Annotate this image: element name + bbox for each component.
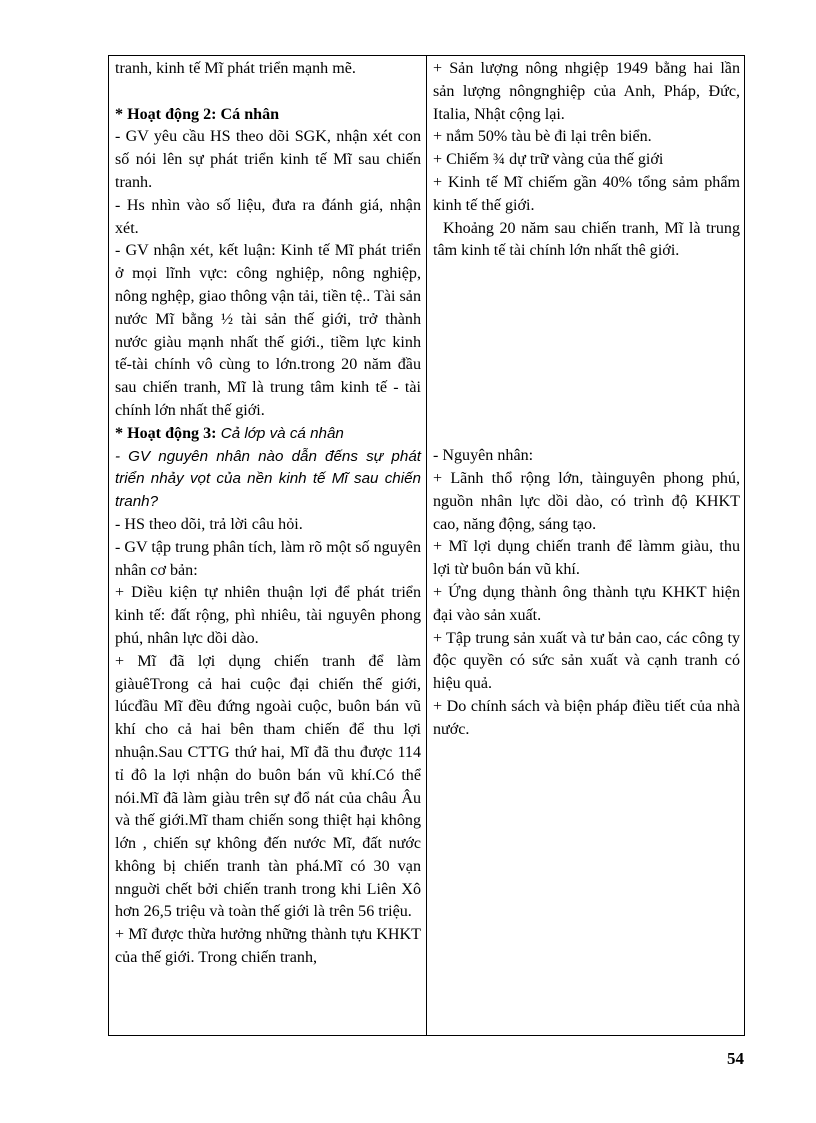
activity-3-label: * Hoạt động 3: <box>115 424 217 442</box>
spacer <box>433 263 740 445</box>
activity-2-heading: * Hoạt động 2: Cá nhân <box>115 105 280 123</box>
paragraph: + Lãnh thổ rộng lớn, tàinguyên phong phú, nguồn nhân lực dồi dào, có trình độ KHKT cao, năng động, sáng tạo. <box>433 469 740 533</box>
teacher-student-activities-column <box>115 58 421 970</box>
paragraph: + Mĩ được thừa hưởng những thành tựu KHKT của thế giới. Trong chiến tranh, <box>115 926 421 967</box>
paragraph: Khoảng 20 năm sau chiến tranh, Mĩ là trung tâm kinh tế tài chính lớn nhất thê giới. <box>433 219 740 260</box>
column-divider <box>426 56 427 1035</box>
paragraph: + Kinh tế Mĩ chiếm gần 40% tổng sảm phẩm kinh tế thế giới. <box>433 173 740 214</box>
paragraph: - HS theo dõi, trả lời câu hỏi. <box>115 515 303 533</box>
paragraph: + Diều kiện tự nhiên thuận lợi để phát triển kinh tế: đất rộng, phì nhiêu, tài nguyên phong phú, nhân lực dồi dào. <box>115 584 421 647</box>
paragraph: + Mĩ lợi dụng chiến tranh để làmm giàu, thu lợi từ buôn bán vũ khí. <box>433 538 740 579</box>
activity-3-mode: Cả lớp và cá nhân <box>216 424 344 442</box>
paragraph: + Ứng dụng thành ông thành tựu KHKT hiện đại vào sản xuất. <box>433 583 740 624</box>
paragraph: + Tập trung sản xuất và tư bản cao, các công ty độc quyền có sức sản xuất và cạnh tranh có hiệu quả. <box>433 629 740 693</box>
paragraph: + nắm 50% tàu bè đi lại trên biển. <box>433 128 652 146</box>
paragraph: - GV yêu cầu HS theo dõi SGK, nhận xét con số nói lên sự phát triển kinh tế Mĩ sau chiến tranh. <box>115 128 421 191</box>
teacher-question: - GV nguyên nhân nào dẫn đếns sự phát triển nhảy vọt của nền kinh tế Mĩ sau chiến tranh? <box>115 447 421 511</box>
activity-3-heading <box>115 423 421 446</box>
lesson-table <box>108 55 745 1036</box>
paragraph: - GV tập trung phân tích, làm rõ một số nguyên nhân cơ bản: <box>115 538 421 579</box>
paragraph: + Mĩ đã lợi dụng chiến tranh để làm giàuêTrong cả hai cuộc đại chiến thế giới, lúcđầu Mĩ đều đứng ngoài cuộc, buôn bán vũ khí cho cả hai bên tham chiến để thu lợi nhuận.Sau CTTG thứ hai, Mĩ đã thu được 114 tỉ đô la lợi nhận do buôn bán vũ khí.Có thể nói.Mĩ đã làm giàu trên sự đổ nát của châu Âu và thế giới.Mĩ tham chiến song thiệt hại không lớn , chiến sự không đến nước Mĩ, đất nước không bị chiến tranh tàn phá.Mĩ có 30 vạn nnguời chết bởi chiến tranh trong khi Liên Xô hơn 26,5 triệu và toàn thế giới là trên 56 triệu. <box>115 652 421 921</box>
paragraph: + Chiếm ¾ dự trữ vàng của thế giới <box>433 151 664 169</box>
paragraph: tranh, kinh tế Mĩ phát triển mạnh mẽ. <box>115 60 356 77</box>
paragraph: + Sản lượng nông nhgiệp 1949 bằng hai lần sản lượng nôngnghiệp của Anh, Pháp, Đức, Italia, Nhật cộng lại. <box>433 60 740 123</box>
paragraph: - GV nhận xét, kết luận: Kinh tế Mĩ phát triển ở mọi lĩnh vực: công nghiệp, nông nghiệp, nông nghệp, giao thông vận tải, tiền tệ.. Tài sản nước Mĩ bằng ½ tài sản thế giới, trở thành nước giàu mạnh nhất thế giới., tiềm lực kinh tế-tài chính vô cùng to lớn.trong 20 năm đầu sau chiến tranh, Mĩ là trung tâm kinh tế - tài chính lớn nhất thế giới. <box>115 242 421 419</box>
blank-line <box>115 81 421 104</box>
paragraph: + Do chính sách và biện pháp điều tiết của nhà nước. <box>433 697 740 738</box>
paragraph: - Hs nhìn vào số liệu, đưa ra đánh giá, nhận xét. <box>115 196 421 237</box>
causes-heading: - Nguyên nhân: <box>433 447 534 465</box>
knowledge-content-column <box>433 58 740 742</box>
page-number: 54 <box>727 1049 744 1068</box>
